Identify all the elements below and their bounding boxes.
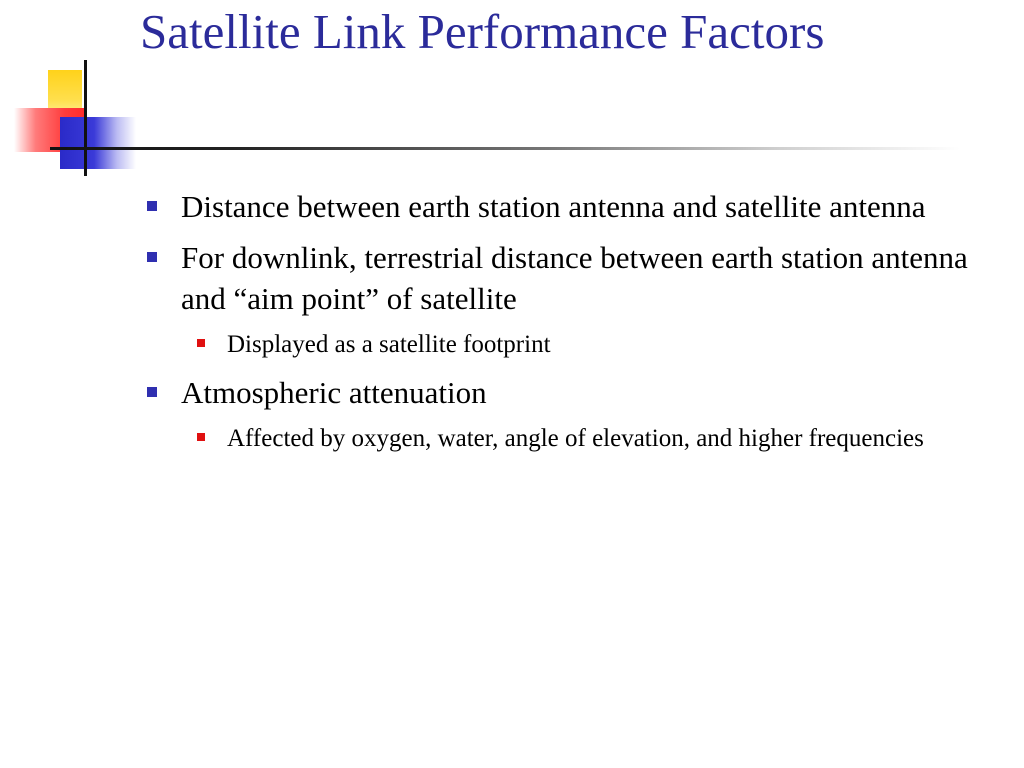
bullet-text: For downlink, terrestrial distance between earth station antenna and “aim point” of satellite (181, 240, 968, 316)
square-sub-bullet-icon (197, 433, 205, 441)
bullet-item (145, 186, 985, 227)
bullet-text: Atmospheric attenuation (181, 375, 487, 410)
logo-vertical-line (84, 60, 87, 176)
square-bullet-icon (147, 201, 157, 211)
logo-blue-square (60, 117, 136, 169)
square-bullet-icon (147, 387, 157, 397)
sub-bullet-list (181, 327, 985, 362)
sub-bullet-text: Displayed as a satellite footprint (227, 331, 551, 358)
sub-bullet-list (181, 421, 985, 456)
bullet-item (145, 372, 985, 456)
slide-title: Satellite Link Performance Factors (140, 4, 825, 59)
sub-bullet-item (181, 421, 985, 456)
square-bullet-icon (147, 252, 157, 262)
decorative-logo (0, 0, 160, 190)
square-sub-bullet-icon (197, 339, 205, 347)
bullet-text: Distance between earth station antenna and satellite antenna (181, 189, 926, 224)
title-underline (50, 147, 960, 150)
bullet-item (145, 237, 985, 362)
sub-bullet-item (181, 327, 985, 362)
sub-bullet-text: Affected by oxygen, water, angle of elevation, and higher frequencies (227, 425, 924, 452)
bullet-list (145, 186, 985, 466)
